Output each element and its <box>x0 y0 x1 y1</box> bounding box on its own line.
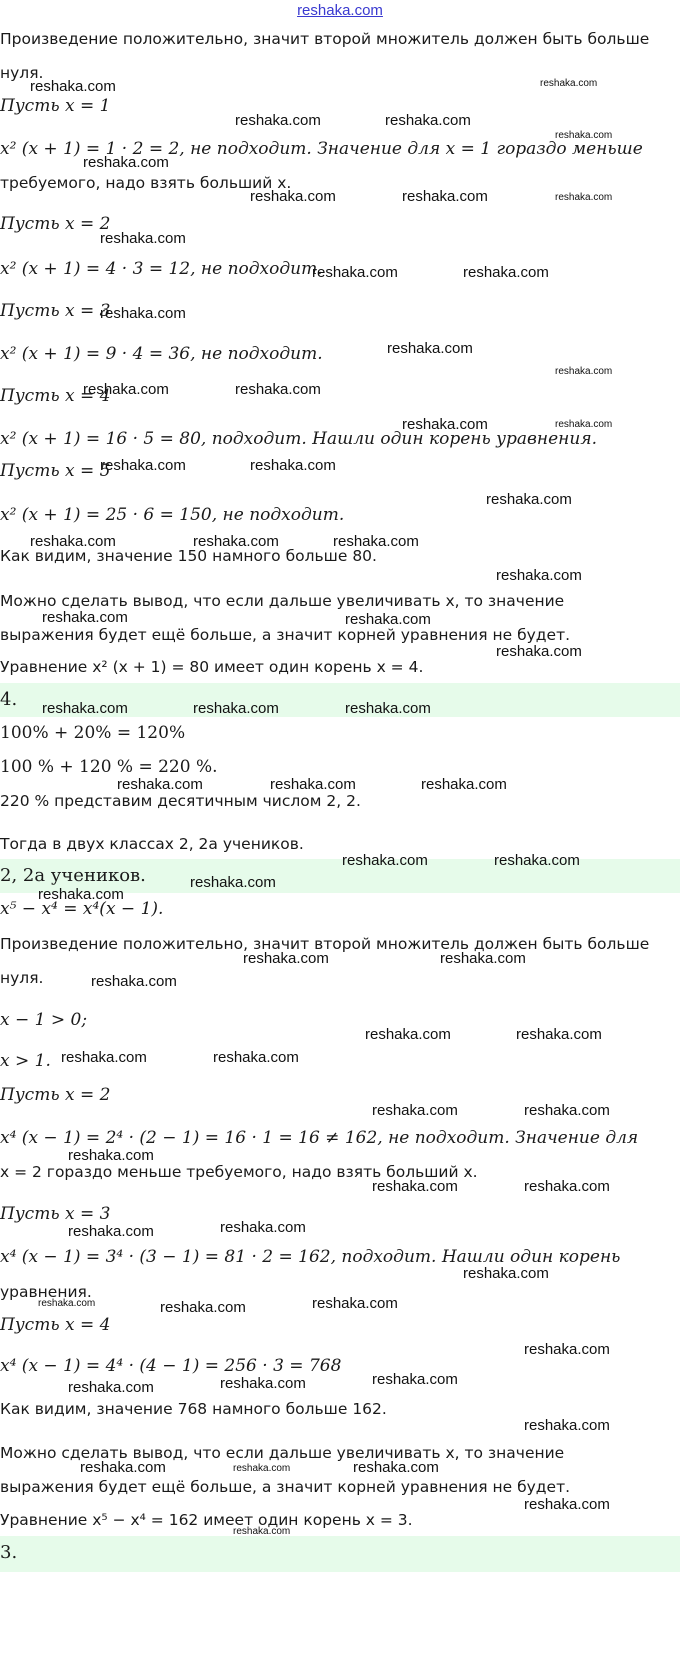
watermark: reshaka.com <box>496 643 582 660</box>
watermark: reshaka.com <box>372 1371 458 1388</box>
watermark: reshaka.com <box>555 192 613 203</box>
watermark: reshaka.com <box>100 457 186 474</box>
watermark: reshaka.com <box>555 366 613 377</box>
text-line: Уравнение x² (x + 1) = 80 имеет один корень x = 4. <box>0 658 424 676</box>
watermark: reshaka.com <box>235 112 321 129</box>
watermark: reshaka.com <box>555 130 613 141</box>
text-line: выражения будет ещё больше, а значит корней уравнения не будет. <box>0 626 571 644</box>
text-line: Уравнение x⁵ − x⁴ = 162 имеет один корень x = 3. <box>0 1511 413 1529</box>
watermark: reshaka.com <box>463 1265 549 1282</box>
text-line: нуля. <box>0 969 44 987</box>
text-line: Как видим, значение 150 намного больше 80. <box>0 547 377 565</box>
watermark: reshaka.com <box>333 533 419 550</box>
watermark: reshaka.com <box>250 188 336 205</box>
text-line: Пусть x = 4 <box>0 386 111 406</box>
watermark: reshaka.com <box>524 1341 610 1358</box>
math-line: x² (x + 1) = 16 · 5 = 80, подходит. Нашли один корень уравнения. <box>0 429 597 449</box>
text-line: Пусть x = 2 <box>0 214 111 234</box>
text-line: требуемого, надо взять больший x. <box>0 174 292 192</box>
watermark: reshaka.com <box>38 886 124 903</box>
text-line: Пусть x = 3 <box>0 301 111 321</box>
answer-box-3 <box>0 1536 680 1572</box>
watermark: reshaka.com <box>243 950 329 967</box>
watermark: reshaka.com <box>421 776 507 793</box>
watermark: reshaka.com <box>193 533 279 550</box>
answer-text: 4. <box>0 689 18 710</box>
text-line: Пусть x = 2 <box>0 1085 111 1105</box>
watermark: reshaka.com <box>220 1219 306 1236</box>
math-line: x⁴ (x − 1) = 2⁴ · (2 − 1) = 16 · 1 = 16 ≠ 162, не подходит. Значение для <box>0 1128 639 1148</box>
watermark: reshaka.com <box>61 1049 147 1066</box>
watermark: reshaka.com <box>68 1147 154 1164</box>
watermark: reshaka.com <box>193 700 279 717</box>
watermark: reshaka.com <box>91 973 177 990</box>
watermark: reshaka.com <box>494 852 580 869</box>
text-line: Пусть x = 1 <box>0 96 111 116</box>
text-line: Произведение положительно, значит второй множитель должен быть больше <box>0 30 650 48</box>
site-title-link[interactable]: reshaka.com <box>297 2 383 19</box>
math-line: x² (x + 1) = 1 · 2 = 2, не подходит. Значение для x = 1 гораздо меньше <box>0 139 643 159</box>
math-line: x² (x + 1) = 9 · 4 = 36, не подходит. <box>0 344 323 364</box>
watermark: reshaka.com <box>220 1375 306 1392</box>
math-line: x⁴ (x − 1) = 4⁴ · (4 − 1) = 256 · 3 = 768 <box>0 1356 342 1376</box>
math-line: x⁵ − x⁴ = x⁴(x − 1). <box>0 899 164 919</box>
text-line: Можно сделать вывод, что если дальше увеличивать x, то значение <box>0 592 565 610</box>
watermark: reshaka.com <box>524 1496 610 1513</box>
watermark: reshaka.com <box>250 457 336 474</box>
watermark: reshaka.com <box>233 1526 291 1537</box>
watermark: reshaka.com <box>235 381 321 398</box>
math-line: 100% + 20% = 120% <box>0 723 186 743</box>
math-line: x − 1 > 0; <box>0 1010 88 1030</box>
watermark: reshaka.com <box>496 567 582 584</box>
watermark: reshaka.com <box>440 950 526 967</box>
text-line: Пусть x = 5 <box>0 461 111 481</box>
answer-text: 3. <box>0 1542 18 1563</box>
math-line: x² (x + 1) = 25 · 6 = 150, не подходит. <box>0 505 345 525</box>
answer-text: 2, 2a учеников. <box>0 865 146 886</box>
watermark: reshaka.com <box>524 1417 610 1434</box>
watermark: reshaka.com <box>387 340 473 357</box>
watermark: reshaka.com <box>516 1026 602 1043</box>
text-line: нуля. <box>0 64 44 82</box>
watermark: reshaka.com <box>233 1463 291 1474</box>
watermark: reshaka.com <box>312 264 398 281</box>
watermark: reshaka.com <box>190 874 276 891</box>
watermark: reshaka.com <box>524 1102 610 1119</box>
watermark: reshaka.com <box>213 1049 299 1066</box>
text-line: 220 % представим десятичным числом 2, 2. <box>0 792 361 810</box>
watermark: reshaka.com <box>83 154 169 171</box>
watermark: reshaka.com <box>540 78 598 89</box>
text-line: Как видим, значение 768 намного больше 162. <box>0 1400 387 1418</box>
watermark: reshaka.com <box>486 491 572 508</box>
watermark: reshaka.com <box>372 1178 458 1195</box>
math-line: x > 1. <box>0 1051 51 1071</box>
watermark: reshaka.com <box>555 419 613 430</box>
watermark: reshaka.com <box>345 700 431 717</box>
watermark: reshaka.com <box>42 700 128 717</box>
text-line: выражения будет ещё больше, а значит корней уравнения не будет. <box>0 1478 571 1496</box>
watermark: reshaka.com <box>463 264 549 281</box>
watermark: reshaka.com <box>270 776 356 793</box>
watermark: reshaka.com <box>117 776 203 793</box>
watermark: reshaka.com <box>68 1379 154 1396</box>
watermark: reshaka.com <box>100 305 186 322</box>
math-line: x⁴ (x − 1) = 3⁴ · (3 − 1) = 81 · 2 = 162, подходит. Нашли один корень <box>0 1247 621 1267</box>
text-line: уравнения. <box>0 1283 92 1301</box>
watermark: reshaka.com <box>100 230 186 247</box>
text-line: Можно сделать вывод, что если дальше увеличивать x, то значение <box>0 1444 565 1462</box>
watermark: reshaka.com <box>30 533 116 550</box>
text-line: Произведение положительно, значит второй множитель должен быть больше <box>0 935 650 953</box>
watermark: reshaka.com <box>345 611 431 628</box>
text-line: Пусть x = 3 <box>0 1204 111 1224</box>
watermark: reshaka.com <box>372 1102 458 1119</box>
watermark: reshaka.com <box>42 609 128 626</box>
text-line: Пусть x = 4 <box>0 1315 111 1335</box>
watermark: reshaka.com <box>38 1298 96 1309</box>
watermark: reshaka.com <box>365 1026 451 1043</box>
math-line: x² (x + 1) = 4 · 3 = 12, не подходит. <box>0 259 323 279</box>
watermark: reshaka.com <box>312 1295 398 1312</box>
watermark: reshaka.com <box>68 1223 154 1240</box>
watermark: reshaka.com <box>524 1178 610 1195</box>
watermark: reshaka.com <box>402 416 488 433</box>
text-line: x = 2 гораздо меньше требуемого, надо взять больший x. <box>0 1163 478 1181</box>
watermark: reshaka.com <box>30 78 116 95</box>
watermark: reshaka.com <box>353 1459 439 1476</box>
watermark: reshaka.com <box>80 1459 166 1476</box>
math-line: 100 % + 120 % = 220 %. <box>0 757 218 777</box>
text-line: Тогда в двух классах 2, 2a учеников. <box>0 835 304 853</box>
watermark: reshaka.com <box>385 112 471 129</box>
watermark: reshaka.com <box>402 188 488 205</box>
watermark: reshaka.com <box>342 852 428 869</box>
watermark: reshaka.com <box>160 1299 246 1316</box>
watermark: reshaka.com <box>83 381 169 398</box>
